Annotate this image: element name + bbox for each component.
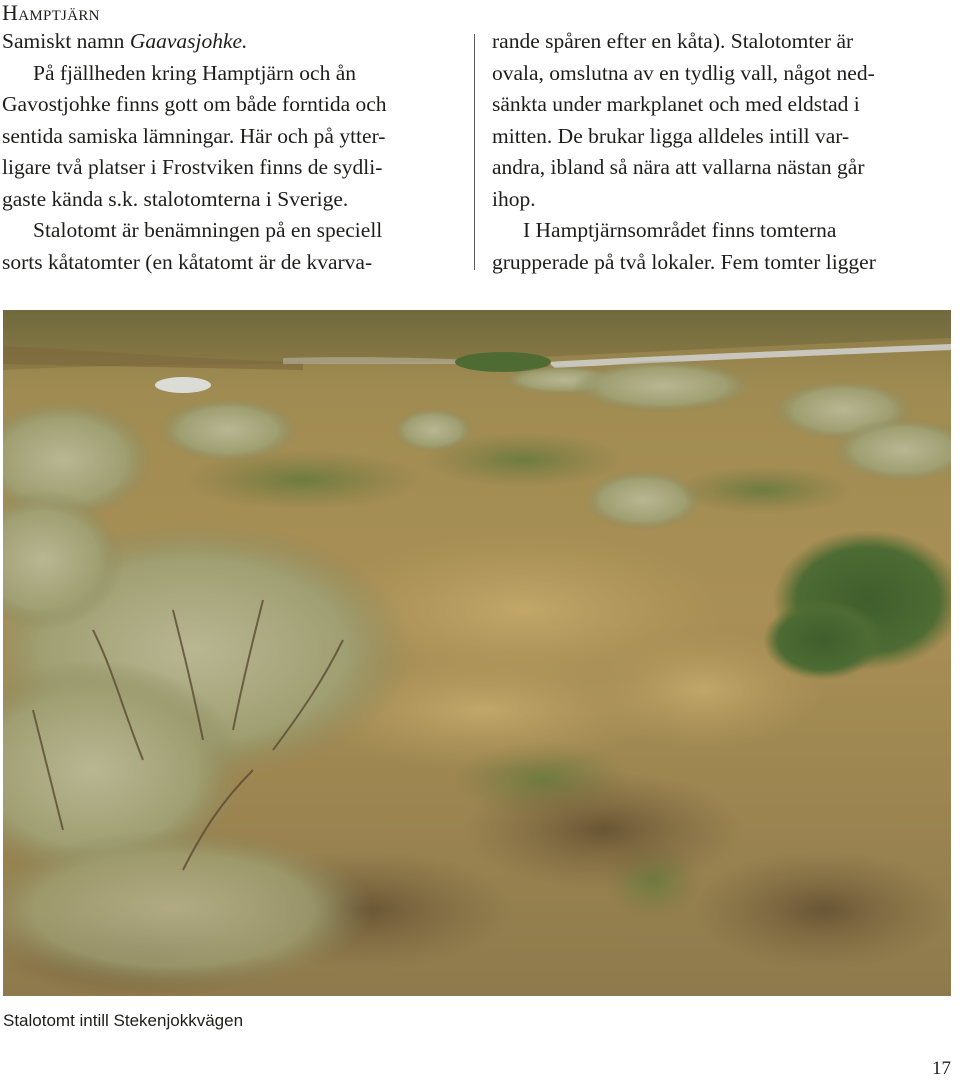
column-divider xyxy=(474,34,475,270)
article-heading: Hamptjärn xyxy=(2,0,100,25)
sami-name: Gaavasjohke. xyxy=(129,29,248,53)
text-line: andra, ibland så nära att vallarna nästan går xyxy=(492,155,865,179)
text-line: sentida samiska lämningar. Här och på ytter- xyxy=(2,123,386,148)
sami-name-label: Samiskt namn xyxy=(2,29,130,53)
text-line: ihop. xyxy=(492,186,536,211)
text-line: sorts kåtatomter (en kåtatomt är de kvarva- xyxy=(2,249,373,274)
sami-name-line xyxy=(2,26,457,58)
text-line: I Hamptjärnsområdet finns tomterna xyxy=(523,218,837,242)
photo-caption: Stalotomt intill Stekenjokkvägen xyxy=(3,1011,244,1030)
article-right-column xyxy=(492,26,952,278)
text-line: Gavostjohke finns gott om både forntida och xyxy=(2,92,387,116)
article-left-column xyxy=(2,0,457,278)
text-line: Stalotomt är benämningen på en speciell xyxy=(33,218,383,242)
landscape-photo xyxy=(3,310,951,996)
text-line: grupperade på två lokaler. Fem tomter ligger xyxy=(492,249,876,274)
page-number: 17 xyxy=(932,1058,951,1079)
text-line: rande spåren efter en kåta). Stalotomter är xyxy=(492,29,854,53)
text-line: mitten. De brukar ligga alldeles intill var- xyxy=(492,123,850,148)
text-line: På fjällheden kring Hamptjärn och ån xyxy=(33,60,356,85)
text-line: gaste kända s.k. stalotomterna i Sverige. xyxy=(2,186,349,211)
text-line: ovala, omslutna av en tydlig vall, något ned- xyxy=(492,60,875,85)
text-line: sänkta under markplanet och med eldstad i xyxy=(492,92,860,116)
text-line: ligare två platser i Frostviken finns de sydli- xyxy=(2,155,383,179)
